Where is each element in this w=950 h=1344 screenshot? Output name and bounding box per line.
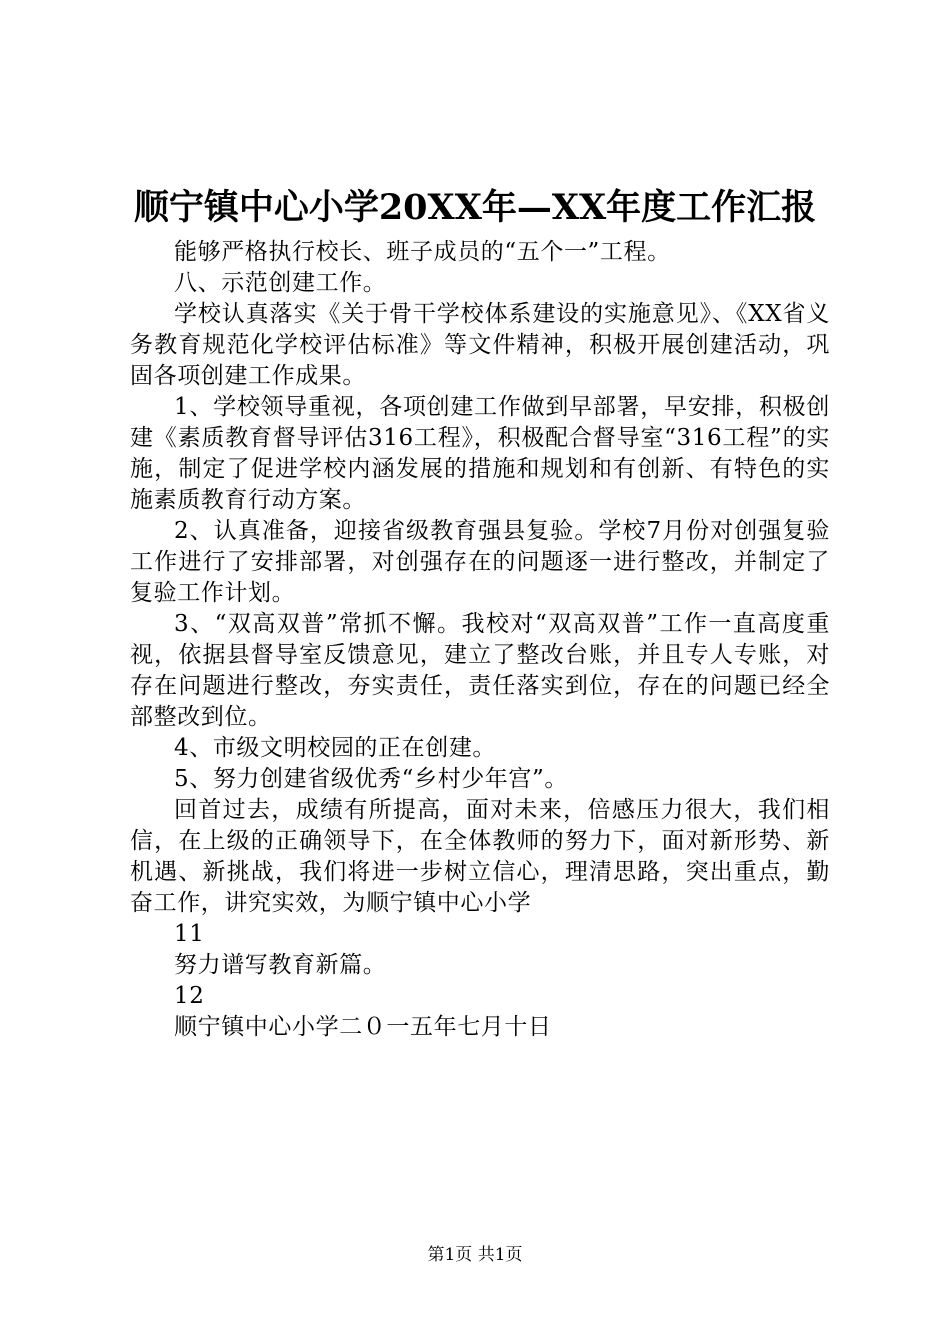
- signature-date: 顺宁镇中心小学二０一五年七月十日: [174, 1014, 552, 1040]
- document-title: 顺宁镇中心小学20XX年—XX年度工作汇报: [133, 187, 817, 228]
- paragraph-9: 回首过去，成绩有所提高，面对未来，倍感压力很大，我们相信，在上级的正确领导下，在全体教师的努力下，面对新形势、新机遇、新挑战，我们将进一步树立信心，理清思路，突出重点，勤奋工作，讲究实效，为顺宁镇中心小学: [130, 797, 830, 916]
- paragraph-6: 3、“双高双普”常抓不懈。我校对“双高双普”工作一直高度重视，依据县督导室反馈意见，建立了整改台账，并且专人专账，对存在问题进行整改，夯实责任，责任落实到位，存在的问题已经全部整改到位。: [130, 611, 830, 730]
- page-number-marker-12: 12: [174, 983, 205, 1009]
- paragraph-5: 2、认真准备，迎接省级教育强县复验。学校7月份对创强复验工作进行了安排部署，对创强存在的问题逐一进行整改，并制定了复验工作计划。: [130, 518, 830, 606]
- document-body: [130, 237, 830, 1043]
- page-footer: 第1页 共1页: [427, 1245, 523, 1265]
- paragraph-1: 能够严格执行校长、班子成员的“五个一”工程。: [174, 239, 671, 265]
- paragraph-3: 学校认真落实《关于骨干学校体系建设的实施意见》、《XX省义务教育规范化学校评估标准》等文件精神，积极开展创建活动，巩固各项创建工作成果。: [130, 301, 830, 389]
- paragraph-4: 1、学校领导重视，各项创建工作做到早部署，早安排，积极创建《素质教育督导评估316工程》，积极配合督导室“316工程”的实施，制定了促进学校内涵发展的措施和规划和有创新、有特色的实施素质教育行动方案。: [130, 394, 830, 513]
- page-number-marker-11: 11: [174, 921, 205, 947]
- paragraph-7: 4、市级文明校园的正在创建。: [174, 735, 497, 761]
- paragraph-2: 八、示范创建工作。: [174, 270, 387, 296]
- paragraph-10: 努力谱写教育新篇。: [174, 952, 387, 978]
- paragraph-8: 5、努力创建省级优秀“乡村少年宫”。: [174, 766, 568, 792]
